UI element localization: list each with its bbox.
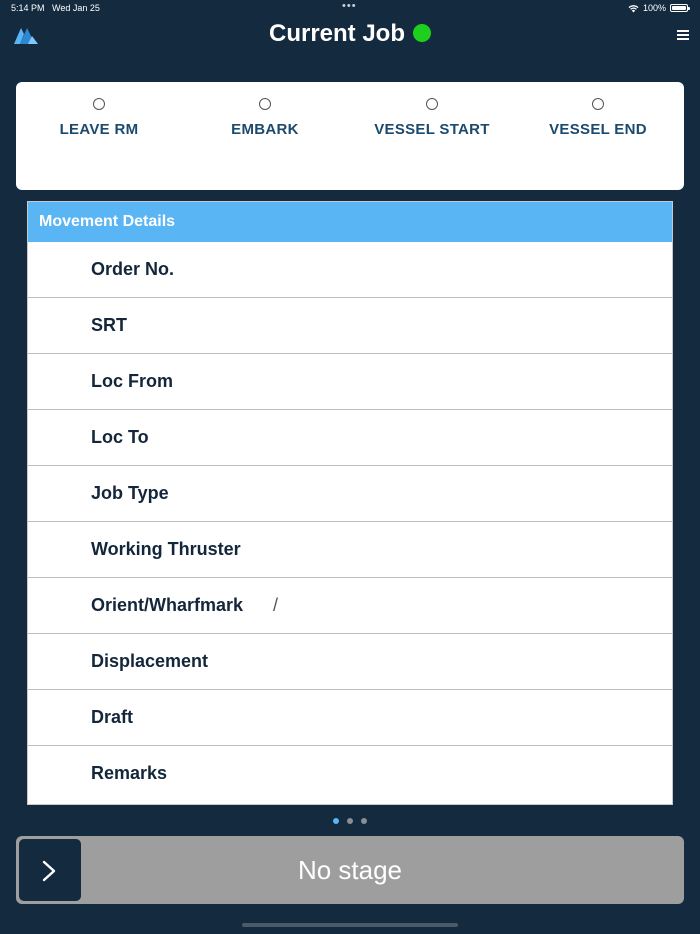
stage-label: EMBARK <box>231 121 299 138</box>
stage-option-leave-rm[interactable] <box>16 98 182 138</box>
page-title: Current Job <box>268 20 405 47</box>
detail-row-working-thruster[interactable] <box>28 522 672 578</box>
page-dot[interactable] <box>347 818 353 824</box>
detail-label: Job Type <box>91 483 169 503</box>
stage-option-vessel-start[interactable] <box>349 98 515 138</box>
detail-label: SRT <box>91 315 127 335</box>
detail-row-job-type[interactable] <box>28 466 672 522</box>
detail-row-orient-wharfmark[interactable] <box>28 578 672 634</box>
stage-label: LEAVE RM <box>59 121 139 138</box>
detail-row-remarks[interactable] <box>28 746 672 802</box>
radio-button[interactable] <box>259 98 271 110</box>
detail-label: Remarks <box>91 763 168 783</box>
battery-icon <box>670 4 688 12</box>
stage-label: VESSEL END <box>549 121 647 138</box>
detail-label: Orient/Wharfmark <box>91 595 244 615</box>
menu-icon[interactable] <box>677 30 689 42</box>
detail-row-loc-from[interactable] <box>28 354 672 410</box>
detail-value: / <box>273 595 279 615</box>
page-dot[interactable] <box>333 818 339 824</box>
home-indicator[interactable] <box>242 923 458 927</box>
detail-row-order-no[interactable] <box>28 242 672 298</box>
status-right <box>628 3 688 13</box>
page-dot[interactable] <box>361 818 367 824</box>
detail-row-displacement[interactable] <box>28 634 672 690</box>
radio-button[interactable] <box>93 98 105 110</box>
multitasking-dots[interactable]: ••• <box>342 0 357 12</box>
app-header <box>0 16 700 56</box>
detail-label: Loc To <box>91 427 149 447</box>
detail-label: Draft <box>91 707 134 727</box>
stage-bar <box>16 836 684 904</box>
detail-label: Loc From <box>91 371 174 391</box>
detail-label: Working Thruster <box>91 539 241 559</box>
page-indicator[interactable] <box>0 818 700 824</box>
detail-label: Order No. <box>91 259 175 279</box>
detail-label: Displacement <box>91 651 209 671</box>
connection-status-dot <box>413 24 431 42</box>
stage-label: VESSEL START <box>374 121 490 138</box>
radio-button[interactable] <box>426 98 438 110</box>
wifi-icon <box>628 4 639 13</box>
detail-row-draft[interactable] <box>28 690 672 746</box>
detail-row-loc-to[interactable] <box>28 410 672 466</box>
radio-button[interactable] <box>592 98 604 110</box>
stage-selector <box>16 82 684 190</box>
stage-option-embark[interactable] <box>182 98 348 138</box>
header-title-wrap <box>0 20 700 48</box>
status-bar <box>0 0 700 16</box>
battery-percent: 100% <box>642 3 666 13</box>
stage-option-vessel-end[interactable] <box>515 98 681 138</box>
movement-details-panel[interactable] <box>27 201 673 805</box>
section-header: Movement Details <box>28 202 672 242</box>
status-time: 5:14 PM Wed Jan 25 <box>11 3 100 13</box>
detail-row-srt[interactable] <box>28 298 672 354</box>
stage-status-text: No stage <box>297 855 403 885</box>
